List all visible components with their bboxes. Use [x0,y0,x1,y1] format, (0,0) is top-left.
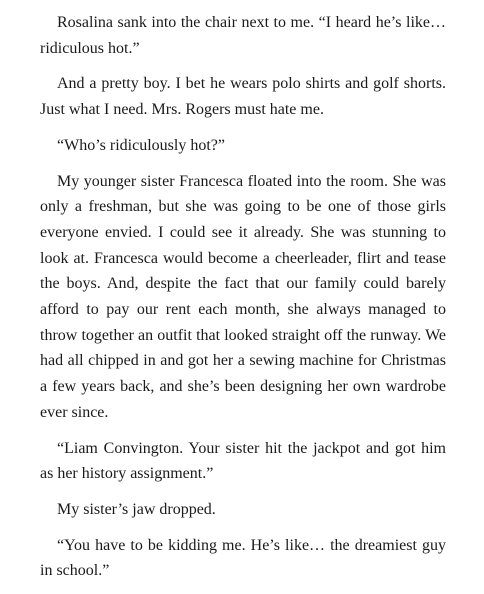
paragraph-4: My younger sister Francesca floated into the room. She was only a freshman, but she was going to be one of those girls everyone envied. I could see it already. She was stunning to look at. Francesca would become a cheerleader, flirt and tease the boys. And, despite the fact that our family could barely afford to pay our rent each month, she always managed to throw together an outfit that looked straight off the runway. We had all chipped in and got her a sewing machine for Christmas a few years back, and she’s been designing her own wardrobe ever since. [40,172,446,421]
page-body [40,10,446,594]
paragraph-5: “Liam Convington. Your sister hit the jackpot and got him as her history assignment.” [40,439,446,483]
paragraph-6: My sister’s jaw dropped. [57,500,216,518]
paragraph-2: And a pretty boy. I bet he wears polo shirts and golf shorts. Just what I need. Mrs. Rogers must hate me. [40,75,446,119]
paragraph-1: Rosalina sank into the chair next to me. “I heard he’s like… ridiculous hot.” [40,14,446,57]
paragraph-7: “You have to be kidding me. He’s like… the dreamiest guy in school.” [40,536,446,580]
paragraph-3: “Who’s ridiculously hot?” [57,136,225,154]
